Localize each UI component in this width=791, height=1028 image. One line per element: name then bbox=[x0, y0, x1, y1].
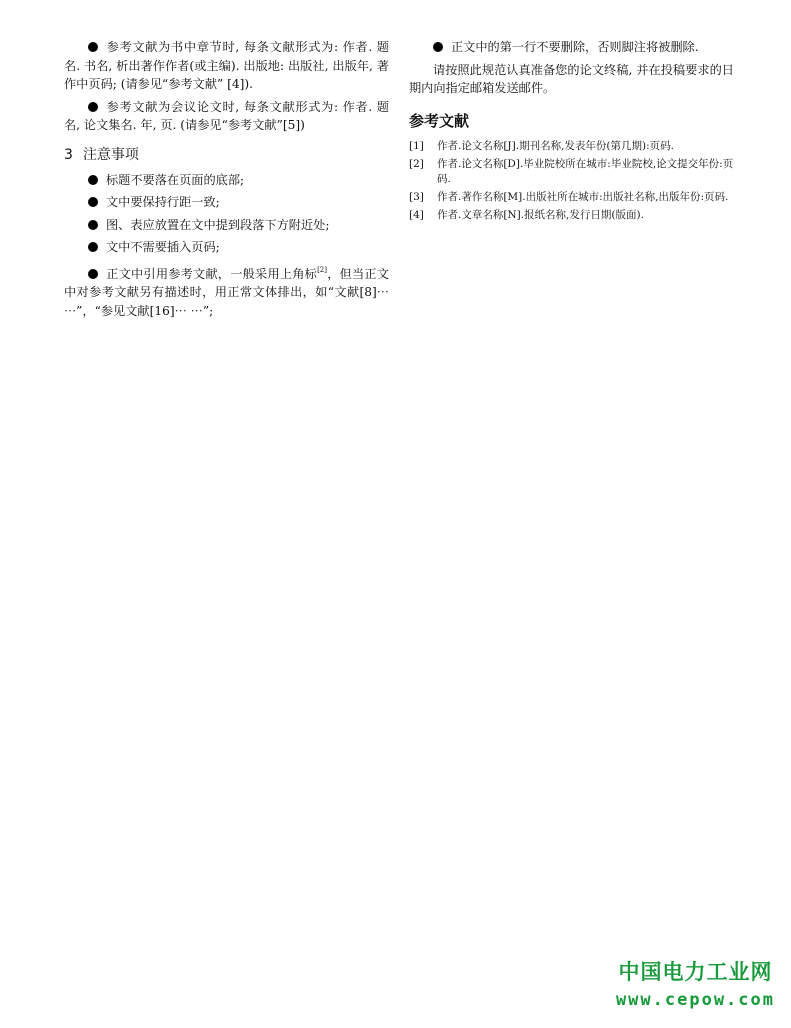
paragraph-text: 正文中的第一行不要删除，否则脚注将被删除. bbox=[451, 40, 699, 54]
watermark-url: www.cepow.com bbox=[615, 990, 775, 1010]
site-watermark bbox=[616, 956, 775, 1010]
references-heading: 参考文献 bbox=[409, 111, 470, 130]
reference-text: 作者.著作名称[M].出版社所在城市:出版社名称,出版年份:页码. bbox=[437, 190, 729, 203]
citation-note-before: 正文中引用参考文献，一般采用上角标 bbox=[106, 266, 318, 281]
reference-number: [1] bbox=[409, 139, 424, 152]
reference-item bbox=[409, 190, 734, 205]
bullet-icon bbox=[88, 197, 98, 207]
reference-item bbox=[409, 139, 734, 154]
reference-number: [2] bbox=[409, 157, 424, 170]
note-item bbox=[64, 171, 389, 190]
note-item bbox=[64, 238, 389, 257]
book-chapter-reference-paragraph bbox=[64, 38, 389, 94]
reference-item bbox=[409, 208, 734, 223]
bullet-icon bbox=[433, 42, 443, 52]
bullet-icon bbox=[88, 220, 98, 230]
closing-paragraph: 请按照此规范认真准备您的论文终稿, 并在投稿要求的日期内向指定邮箱发送邮件。 bbox=[409, 62, 734, 95]
note-text: 文中不需要插入页码; bbox=[106, 240, 220, 254]
reference-text: 作者.论文名称[J].期刊名称,发表年份(第几期):页码. bbox=[437, 139, 674, 152]
citation-note-after: ，但当正文中对参考文献另有描述时，用正常文体排出，如“文献[8]⋯ ⋯”，“参见文献[16]⋯ ⋯”; bbox=[64, 266, 390, 318]
bullet-icon bbox=[88, 102, 98, 112]
reference-number: [4] bbox=[409, 208, 424, 221]
bullet-icon bbox=[88, 42, 98, 52]
section-title: 注意事项 bbox=[82, 146, 139, 163]
note-text: 图、表应放置在文中提到段落下方附近处; bbox=[106, 217, 330, 232]
bullet-icon bbox=[88, 175, 98, 185]
note-text: 标题不要落在页面的底部; bbox=[106, 172, 245, 187]
first-line-note-paragraph bbox=[409, 38, 734, 57]
citation-note-paragraph bbox=[64, 261, 389, 321]
paragraph-text: 参考文献为书中章节时, 每条文献形式为: 作者. 题名. 书名, 析出著作作者(或主编). 出版地: 出版社, 出版年, 著作中页码; (请参见“参考文献” [4]). bbox=[64, 40, 389, 91]
section-number: 3 bbox=[64, 146, 73, 163]
citation-superscript: [2] bbox=[317, 265, 327, 274]
reference-text: 作者.文章名称[N].报纸名称,发行日期(版面). bbox=[437, 208, 644, 221]
reference-text: 作者.论文名称[D].毕业院校所在城市:毕业院校,论文提交年份:页码. bbox=[437, 157, 734, 185]
conference-reference-paragraph bbox=[64, 98, 389, 135]
note-item bbox=[64, 193, 389, 212]
paragraph-text: 参考文献为会议论文时, 每条文献形式为: 作者. 题名, 论文集名. 年, 页. (请参见“参考文献”[5]) bbox=[64, 99, 389, 132]
note-text: 文中要保持行距一致; bbox=[106, 195, 220, 209]
section-heading bbox=[64, 145, 389, 165]
bullet-icon bbox=[88, 242, 98, 252]
reference-item bbox=[409, 157, 734, 187]
reference-number: [3] bbox=[409, 190, 424, 203]
right-column bbox=[409, 38, 734, 226]
bullet-icon bbox=[88, 269, 98, 279]
left-column bbox=[64, 38, 389, 324]
note-item bbox=[64, 216, 389, 235]
watermark-title: 中国电力工业网 bbox=[618, 960, 773, 984]
